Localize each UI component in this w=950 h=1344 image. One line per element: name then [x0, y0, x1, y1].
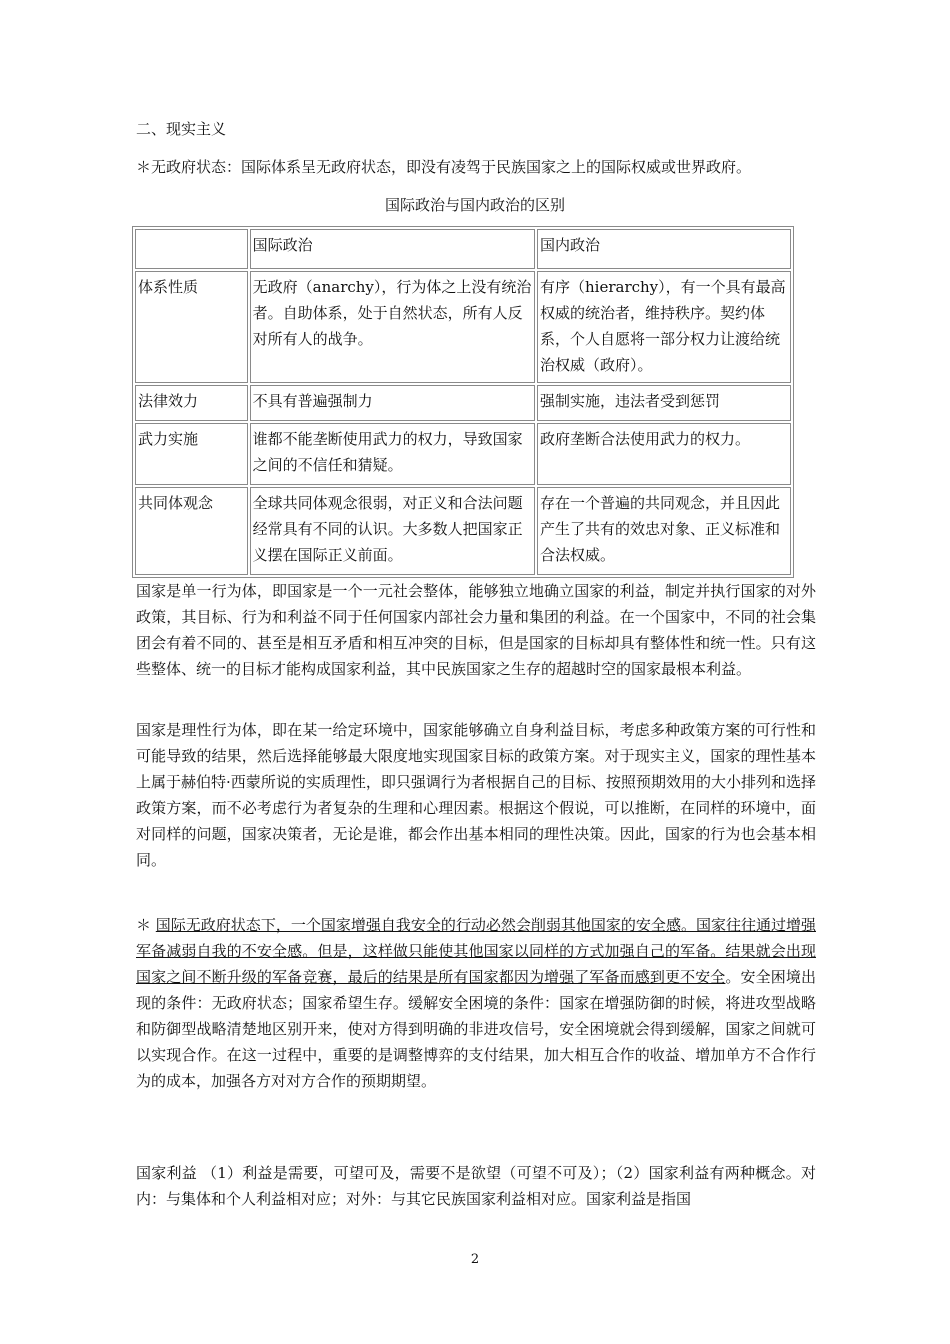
row-domestic: 存在一个普遍的共同观念，并且因此产生了共有的效忠对象、正义标准和合法权威。 — [537, 487, 791, 575]
table-header-row — [135, 229, 791, 269]
page-number: 2 — [470, 1252, 480, 1267]
table-row — [135, 271, 791, 383]
comparison-table — [132, 226, 794, 578]
table-caption: 国际政治与国内政治的区别 — [384, 196, 565, 214]
table-row — [135, 487, 791, 575]
row-aspect: 法律效力 — [135, 385, 248, 421]
security-dilemma-paragraph — [136, 912, 816, 1094]
section-heading: 二、现实主义 — [136, 120, 227, 138]
row-domestic: 有序（hierarchy），有一个具有最高权威的统治者，维持秩序。契约体系，个人自愿将一部分权力让渡给统治权威（政府）。 — [537, 271, 791, 383]
row-aspect: 共同体观念 — [135, 487, 248, 575]
row-international: 全球共同体观念很弱，对正义和合法问题经常具有不同的认识。大多数人把国家正义摆在国际正义前面。 — [250, 487, 535, 575]
table-row — [135, 385, 791, 421]
national-interest-paragraph: 国家利益 （1）利益是需要，可望可及，需要不是欲望（可望不可及）；（2）国家利益有两种概念。对内：与集体和个人利益相对应；对外：与其它民族国家利益相对应。国家利益是指国 — [136, 1164, 816, 1208]
header-cell-domestic: 国内政治 — [537, 229, 791, 269]
anarchy-bullet: ＊无政府状态：国际体系呈无政府状态，即没有凌驾于民族国家之上的国际权威或世界政府。 — [136, 158, 752, 176]
security-rest-text: 。安全困境出现的条件：无政府状态；国家希望生存。缓解安全困境的条件：国家在增强防御的时候，将进攻型战略和防御型战略清楚地区别开来，使对方得到明确的非进攻信号，安全困境就会得到缓解，国家之间就可以实现合作。在这一过程中，重要的是调整博弈的支付结果，加大相互合作的收益、增加单方不合作行为的成本，加强各方对对方合作的预期期望。 — [136, 968, 816, 1090]
security-bullet: ＊ — [136, 916, 156, 934]
row-international: 无政府（anarchy），行为体之上没有统治者。自助体系，处于自然状态，所有人反对所有人的战争。 — [250, 271, 535, 383]
rational-actor-paragraph: 国家是理性行为体，即在某一给定环境中，国家能够确立自身利益目标，考虑多种政策方案的可行性和可能导致的结果，然后选择能够最大限度地实现国家目标的政策方案。对于现实主义，国家的理性基本上属于赫伯特·西蒙所说的实质理性，即只强调行为者根据自己的目标、按照预期效用的大小排列和选择政策方案，而不必考虑行为者复杂的生理和心理因素。根据这个假说，可以推断，在同样的环境中，面对同样的问题，国家决策者，无论是谁，都会作出基本相同的理性决策。因此，国家的行为也会基本相同。 — [136, 721, 816, 869]
unitary-actor-paragraph: 国家是单一行为体，即国家是一个一元社会整体，能够独立地确立国家的利益，制定并执行国家的对外政策，其目标、行为和利益不同于任何国家内部社会力量和集团的利益。在一个国家中，不同的社会集团会有着不同的、甚至是相互矛盾和相互冲突的目标，但是国家的目标却具有整体性和统一性。只有这些整体、统一的目标才能构成国家利益，其中民族国家之生存的超越时空的国家最根本利益。 — [136, 582, 816, 678]
header-cell-international: 国际政治 — [250, 229, 535, 269]
row-aspect: 武力实施 — [135, 423, 248, 485]
row-international: 谁都不能垄断使用武力的权力，导致国家之间的不信任和猜疑。 — [250, 423, 535, 485]
header-cell-blank — [135, 229, 248, 269]
row-aspect: 体系性质 — [135, 271, 248, 383]
row-international: 不具有普遍强制力 — [250, 385, 535, 421]
row-domestic: 强制实施，违法者受到惩罚 — [537, 385, 791, 421]
table-row — [135, 423, 791, 485]
security-underlined-text: 国际无政府状态下，一个国家增强自我安全的行动必然会削弱其他国家的安全感。国家往往通过增强军备减弱自我的不安全感。但是，这样做只能使其他国家以同样的方式加强自己的军备。结果就会出现国家之间不断升级的军备竞赛，最后的结果是所有国家都因为增强了军备而感到更不安全 — [136, 916, 816, 986]
row-domestic: 政府垄断合法使用武力的权力。 — [537, 423, 791, 485]
